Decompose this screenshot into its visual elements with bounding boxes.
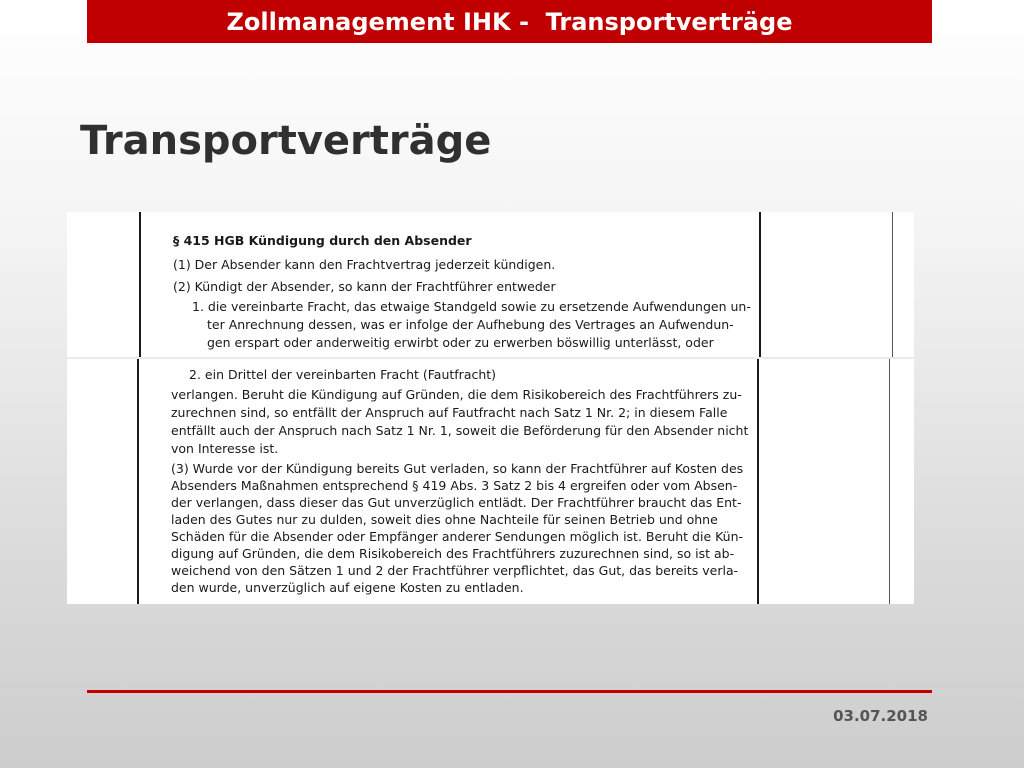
text-line: 1. die vereinbarte Fracht, das etwaige Standgeld sowie zu ersetzende Aufwendungen un- [192,299,751,314]
document-scan-top [67,212,914,357]
margin-line-outer [889,359,890,604]
text-line: entfällt auch der Anspruch nach Satz 1 Nr. 1, soweit die Beförderung für den Absender nicht [171,423,749,438]
footer-date: 03.07.2018 [833,707,928,725]
text-line: (2) Kündigt der Absender, so kann der Frachtführer entweder [173,279,556,294]
text-line: Absenders Maßnahmen entsprechend § 419 Abs. 3 Satz 2 bis 4 ergreifen oder vom Absen- [171,478,738,493]
slide-title: Transportverträge [80,118,492,164]
margin-line-right [759,212,761,357]
margin-line-left [137,359,139,604]
margin-line-left [139,212,141,357]
text-line: (3) Wurde vor der Kündigung bereits Gut verladen, so kann der Frachtführer auf Kosten des [171,461,744,476]
header-bar [87,0,932,43]
text-line: (1) Der Absender kann den Frachtvertrag jederzeit kündigen. [173,257,556,272]
text-line: digung auf Gründen, die dem Risikobereich des Frachtführers zuzurechnen sind, so ist ab- [171,546,735,561]
text-line: weichend von den Sätzen 1 und 2 der Frachtführer verpflichtet, das Gut, das bereits verla- [171,563,739,578]
text-line: verlangen. Beruht die Kündigung auf Gründen, die dem Risikobereich des Frachtführers zu- [171,387,742,402]
text-line: gen erspart oder anderweitig erwirbt oder zu erwerben böswillig unterlässt, oder [207,335,714,350]
text-line: laden des Gutes nur zu dulden, soweit dies ohne Nachteile für seinen Betrieb und ohne [171,512,718,527]
document-scan-bottom [67,359,914,604]
paragraph-heading: § 415 HGB Kündigung durch den Absender [173,233,472,248]
text-line: zurechnen sind, so entfällt der Anspruch auf Fautfracht nach Satz 1 Nr. 2; in diesem Falle [171,405,728,420]
text-line: den wurde, unverzüglich auf eigene Kosten zu entladen. [171,580,524,595]
header-title: Zollmanagement IHK - Transportverträge [226,7,793,36]
text-line: Schäden für die Absender oder Empfänger anderer Sendungen möglich ist. Beruht die Kün- [171,529,744,544]
text-line: von Interesse ist. [171,441,279,456]
text-line: ter Anrechnung dessen, was er infolge der Aufhebung des Vertrages an Aufwendun- [207,317,734,332]
text-line: 2. ein Drittel der vereinbarten Fracht (Fautfracht) [189,367,497,382]
footer-divider [87,690,932,693]
margin-line-outer [892,212,893,357]
margin-line-right [757,359,759,604]
text-line: der verlangen, dass dieser das Gut unverzüglich entlädt. Der Frachtführer braucht das Ent- [171,495,742,510]
